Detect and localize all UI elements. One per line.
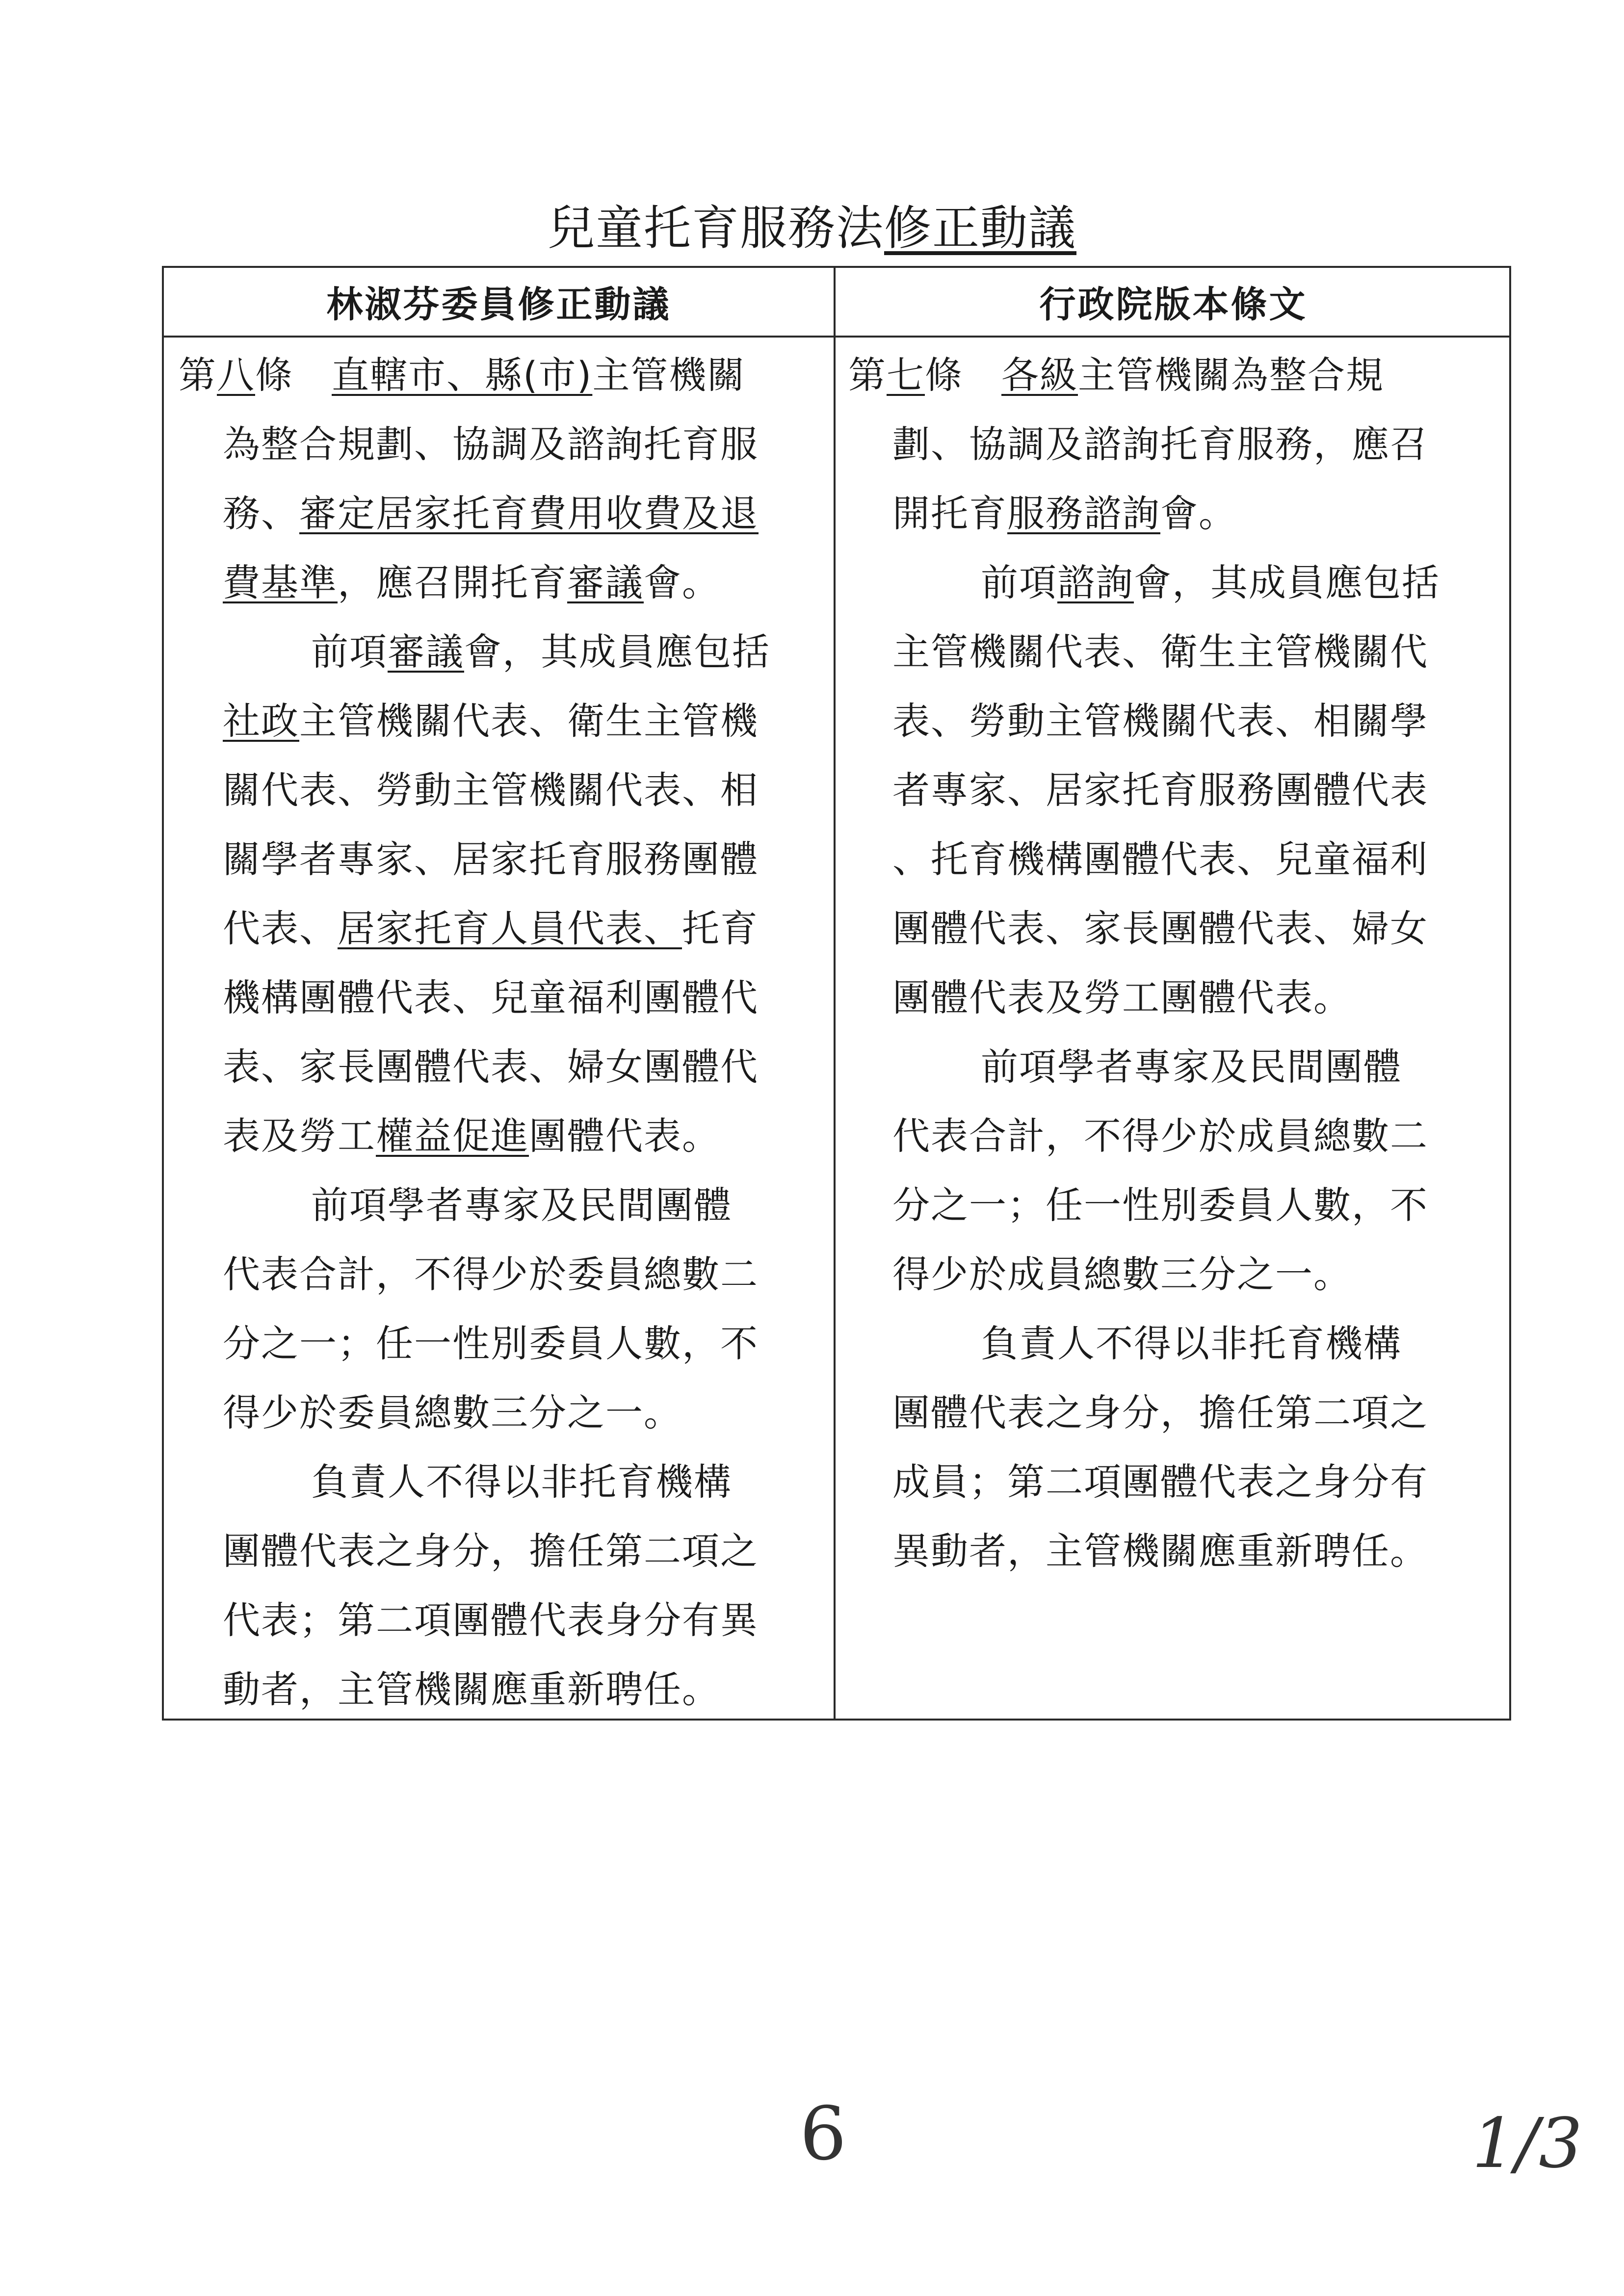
text-segment: 托育 [682, 907, 759, 950]
text-line [848, 1309, 1506, 1378]
text-segment: 負責人不得以非托育機構 [311, 1460, 732, 1504]
text-segment: 表、家長團體代表、婦女團體代 [223, 1045, 759, 1089]
text-segment: 會。 [644, 561, 720, 604]
text-segment: 務、 [223, 492, 299, 535]
underlined-text: 費基準 [223, 561, 338, 604]
text-line [179, 548, 826, 617]
text-line [179, 340, 826, 410]
text-line [848, 894, 1506, 963]
text-segment: 團體代表、家長團體代表、婦女 [892, 907, 1428, 950]
text-segment: 代表合計，不得少於成員總數二 [892, 1114, 1428, 1158]
underlined-text: 直轄市、縣(市) [332, 353, 593, 397]
text-segment: 團體代表之身分，擔任第二項之 [892, 1391, 1428, 1435]
text-line [179, 686, 826, 756]
text-segment: 開托育 [892, 492, 1007, 535]
text-segment: 分之一；任一性別委員人數，不 [223, 1322, 759, 1365]
text-line [848, 410, 1506, 479]
text-line [179, 1586, 826, 1655]
header-divider [164, 336, 1509, 338]
text-segment: 團體代表及勞工團體代表。 [892, 976, 1352, 1019]
text-line [848, 340, 1506, 410]
underlined-text: 審議 [567, 561, 644, 604]
text-line [848, 1378, 1506, 1447]
left-column-text [179, 340, 826, 1724]
column-divider [834, 268, 836, 1719]
text-segment: 表及勞工 [223, 1114, 376, 1158]
text-segment: 前項學者專家及民間團體 [981, 1045, 1402, 1089]
text-segment: 條 [925, 353, 1001, 397]
text-segment: 第 [848, 353, 887, 397]
text-segment: 表、勞動主管機關代表、相關學 [892, 699, 1428, 743]
text-segment: 前項 [311, 630, 388, 674]
text-segment: 分之一；任一性別委員人數，不 [892, 1183, 1428, 1227]
underlined-text: 七 [887, 353, 925, 397]
underlined-text: 審議 [388, 630, 464, 674]
text-segment: 主管機關 [592, 353, 746, 397]
text-line [848, 617, 1506, 686]
text-segment: 、托育機構團體代表、兒童福利 [892, 837, 1428, 881]
text-segment: 代表；第二項團體代表身分有異 [223, 1598, 759, 1642]
underlined-text: 社政 [223, 699, 299, 743]
text-segment: 動者，主管機關應重新聘任。 [223, 1668, 720, 1711]
text-segment: 前項 [981, 561, 1057, 604]
underlined-text: 服務諮詢 [1007, 492, 1160, 535]
underlined-text: 權益促進 [376, 1114, 529, 1158]
right-column-text [848, 340, 1506, 1586]
text-segment: 主管機關代表、衛生主管機關代 [892, 630, 1428, 674]
text-line [179, 1309, 826, 1378]
text-segment: 代表合計，不得少於委員總數二 [223, 1252, 759, 1296]
text-line [848, 1447, 1506, 1516]
left-column-header: 林淑芬委員修正動議 [326, 284, 671, 326]
text-segment: 會，其成員應包括 [1134, 561, 1440, 604]
text-line [848, 1032, 1506, 1101]
text-line [179, 1516, 826, 1586]
underlined-text: 居家托育人員代表、 [338, 907, 682, 950]
document-title [0, 199, 1624, 258]
text-segment: 主管機關為整合規 [1078, 353, 1384, 397]
text-segment: 關代表、勞動主管機關代表、相 [223, 768, 759, 812]
text-line [848, 1240, 1506, 1309]
text-segment: ，應召開托育 [338, 561, 567, 604]
text-segment: 主管機關代表、衛生主管機 [299, 699, 759, 743]
underlined-text: 各級 [1001, 353, 1078, 397]
underlined-text: 審定居家托育費用收費及退 [299, 492, 759, 535]
text-segment: 得少於委員總數三分之一。 [223, 1391, 682, 1435]
text-line [848, 825, 1506, 894]
right-column-header: 行政院版本條文 [1039, 284, 1308, 326]
text-line [179, 617, 826, 686]
comparison-table [162, 266, 1511, 1721]
text-line [179, 1447, 826, 1516]
text-line [848, 479, 1506, 548]
text-line [179, 894, 826, 963]
text-line [179, 1378, 826, 1447]
text-line [848, 1101, 1506, 1171]
text-line [848, 686, 1506, 756]
page-number: 6 [800, 2091, 847, 2177]
text-segment: 關學者專家、居家托育服務團體 [223, 837, 759, 881]
text-segment: 第 [179, 353, 217, 397]
text-segment: 成員；第二項團體代表之身分有 [892, 1460, 1428, 1504]
text-line [179, 1171, 826, 1240]
text-line [179, 1655, 826, 1724]
text-line [848, 963, 1506, 1032]
text-segment: 條 [255, 353, 332, 397]
text-line [179, 479, 826, 548]
text-line [179, 1101, 826, 1171]
text-line [848, 1171, 1506, 1240]
text-segment: 前項學者專家及民間團體 [311, 1183, 732, 1227]
page-fraction: 1/3 [1472, 2104, 1583, 2184]
text-line [848, 548, 1506, 617]
underlined-text: 八 [217, 353, 255, 397]
text-segment: 會。 [1160, 492, 1237, 535]
title-underlined: 修正動議 [884, 201, 1076, 256]
text-segment: 團體代表。 [529, 1114, 720, 1158]
text-segment: 劃、協調及諮詢托育服務，應召 [892, 422, 1428, 466]
text-line [179, 756, 826, 825]
text-line [179, 1240, 826, 1309]
text-segment: 機構團體代表、兒童福利團體代 [223, 976, 759, 1019]
text-line [179, 963, 826, 1032]
text-segment: 負責人不得以非托育機構 [981, 1322, 1402, 1365]
text-segment: 會，其成員應包括 [464, 630, 770, 674]
text-segment: 代表、 [223, 907, 338, 950]
text-segment: 得少於成員總數三分之一。 [892, 1252, 1352, 1296]
text-line [179, 410, 826, 479]
text-line [179, 825, 826, 894]
underlined-text: 諮詢 [1057, 561, 1134, 604]
text-line [848, 1516, 1506, 1586]
title-prefix: 兒童托育服務法 [548, 201, 884, 256]
text-segment: 團體代表之身分，擔任第二項之 [223, 1529, 759, 1573]
text-segment: 者專家、居家托育服務團體代表 [892, 768, 1428, 812]
text-segment: 異動者，主管機關應重新聘任。 [892, 1529, 1428, 1573]
text-segment: 為整合規劃、協調及諮詢托育服 [223, 422, 759, 466]
text-line [848, 756, 1506, 825]
text-line [179, 1032, 826, 1101]
